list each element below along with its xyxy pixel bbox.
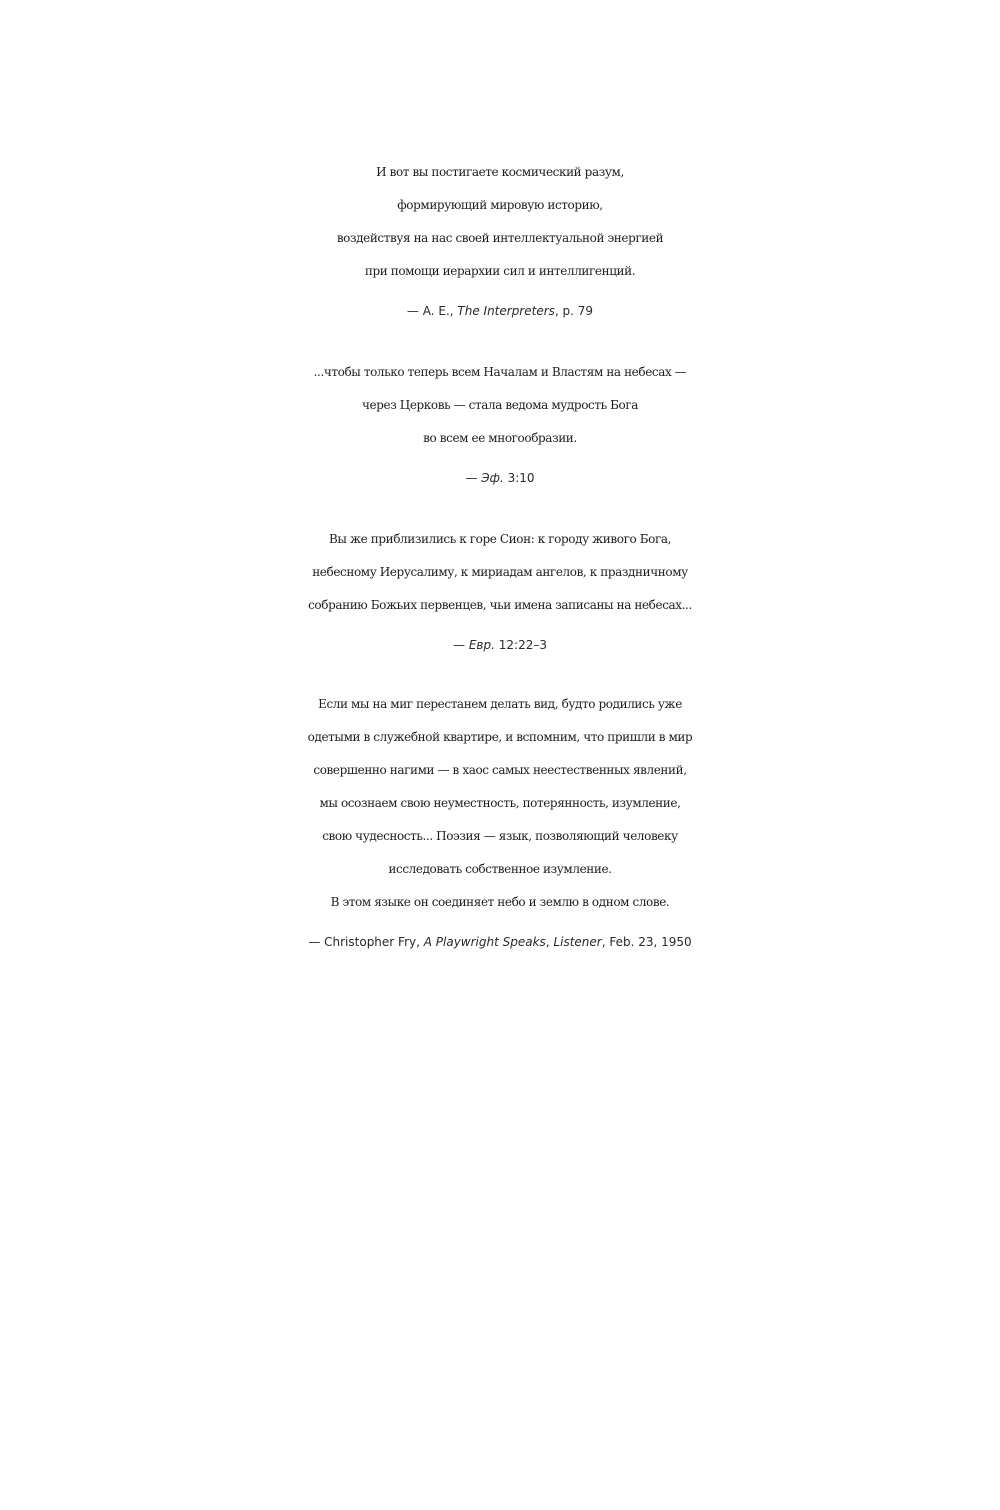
attribution-title: The Interpreters — [457, 304, 555, 318]
attribution-separator: , — [545, 935, 554, 949]
quote-line: небесному Иерусалиму, к мириадам ангелов, к праздничному — [312, 565, 688, 579]
quote-line: свою чудесность... Поэзия — язык, позволяющий человеку — [322, 829, 678, 843]
attribution-prefix: — A. E., — [406, 304, 458, 318]
attribution-suffix: 3:10 — [503, 471, 535, 485]
epigraph-attribution — [0, 299, 1000, 323]
quote-line: В этом языке он соединяет небо и землю в одном слове. — [330, 895, 670, 909]
quote-line: Вы же приблизились к горе Сион: к городу живого Бога, — [328, 532, 672, 546]
quote-line: мы осознаем свою неуместность, потерянность, изумление, — [319, 796, 681, 810]
attribution-prefix: — — [465, 471, 482, 485]
attribution-suffix: 12:22–3 — [494, 638, 547, 652]
quote-line: формирующий мировую историю, — [397, 198, 603, 212]
attribution-title: Евр. — [468, 638, 495, 652]
attribution-suffix: , Feb. 23, 1950 — [601, 935, 692, 949]
epigraph-4 — [0, 688, 1000, 954]
quote-line: воздействуя на нас своей интеллектуальной энергией — [336, 231, 664, 245]
quote-line: собранию Божьих первенцев, чьи имена записаны на небесах... — [308, 598, 692, 612]
attribution-suffix: , p. 79 — [554, 304, 594, 318]
quote-line: И вот вы постигаете космический разум, — [376, 165, 624, 179]
epigraph-2 — [0, 356, 1000, 490]
quote-line: при помощи иерархии сил и интеллигенций. — [364, 264, 636, 278]
quote-line: одетыми в служебной квартире, и вспомним, что пришли в мир — [307, 730, 693, 744]
attribution-prefix: — — [453, 638, 469, 652]
quote-line: совершенно нагими — в хаос самых неестественных явлений, — [313, 763, 687, 777]
quote-line: Если мы на миг перестанем делать вид, будто родились уже — [318, 697, 682, 711]
attribution-title: A Playwright Speaks — [423, 935, 546, 949]
attribution-title: Эф. — [481, 471, 504, 485]
quote-line: ...чтобы только теперь всем Началам и Властям на небесах — — [313, 365, 687, 379]
epigraph-attribution — [0, 466, 1000, 490]
attribution-title-2: Listener — [553, 935, 602, 949]
quote-line: во всем ее многообразии. — [423, 431, 577, 445]
epigraph-attribution — [0, 633, 1000, 657]
epigraph-attribution — [0, 930, 1000, 954]
attribution-prefix: — Christopher Fry, — [308, 935, 424, 949]
epigraph-3 — [0, 523, 1000, 657]
quote-line: через Церковь — стала ведома мудрость Бога — [361, 398, 639, 412]
quote-line: исследовать собственное изумление. — [388, 862, 612, 876]
epigraph-1 — [0, 156, 1000, 323]
